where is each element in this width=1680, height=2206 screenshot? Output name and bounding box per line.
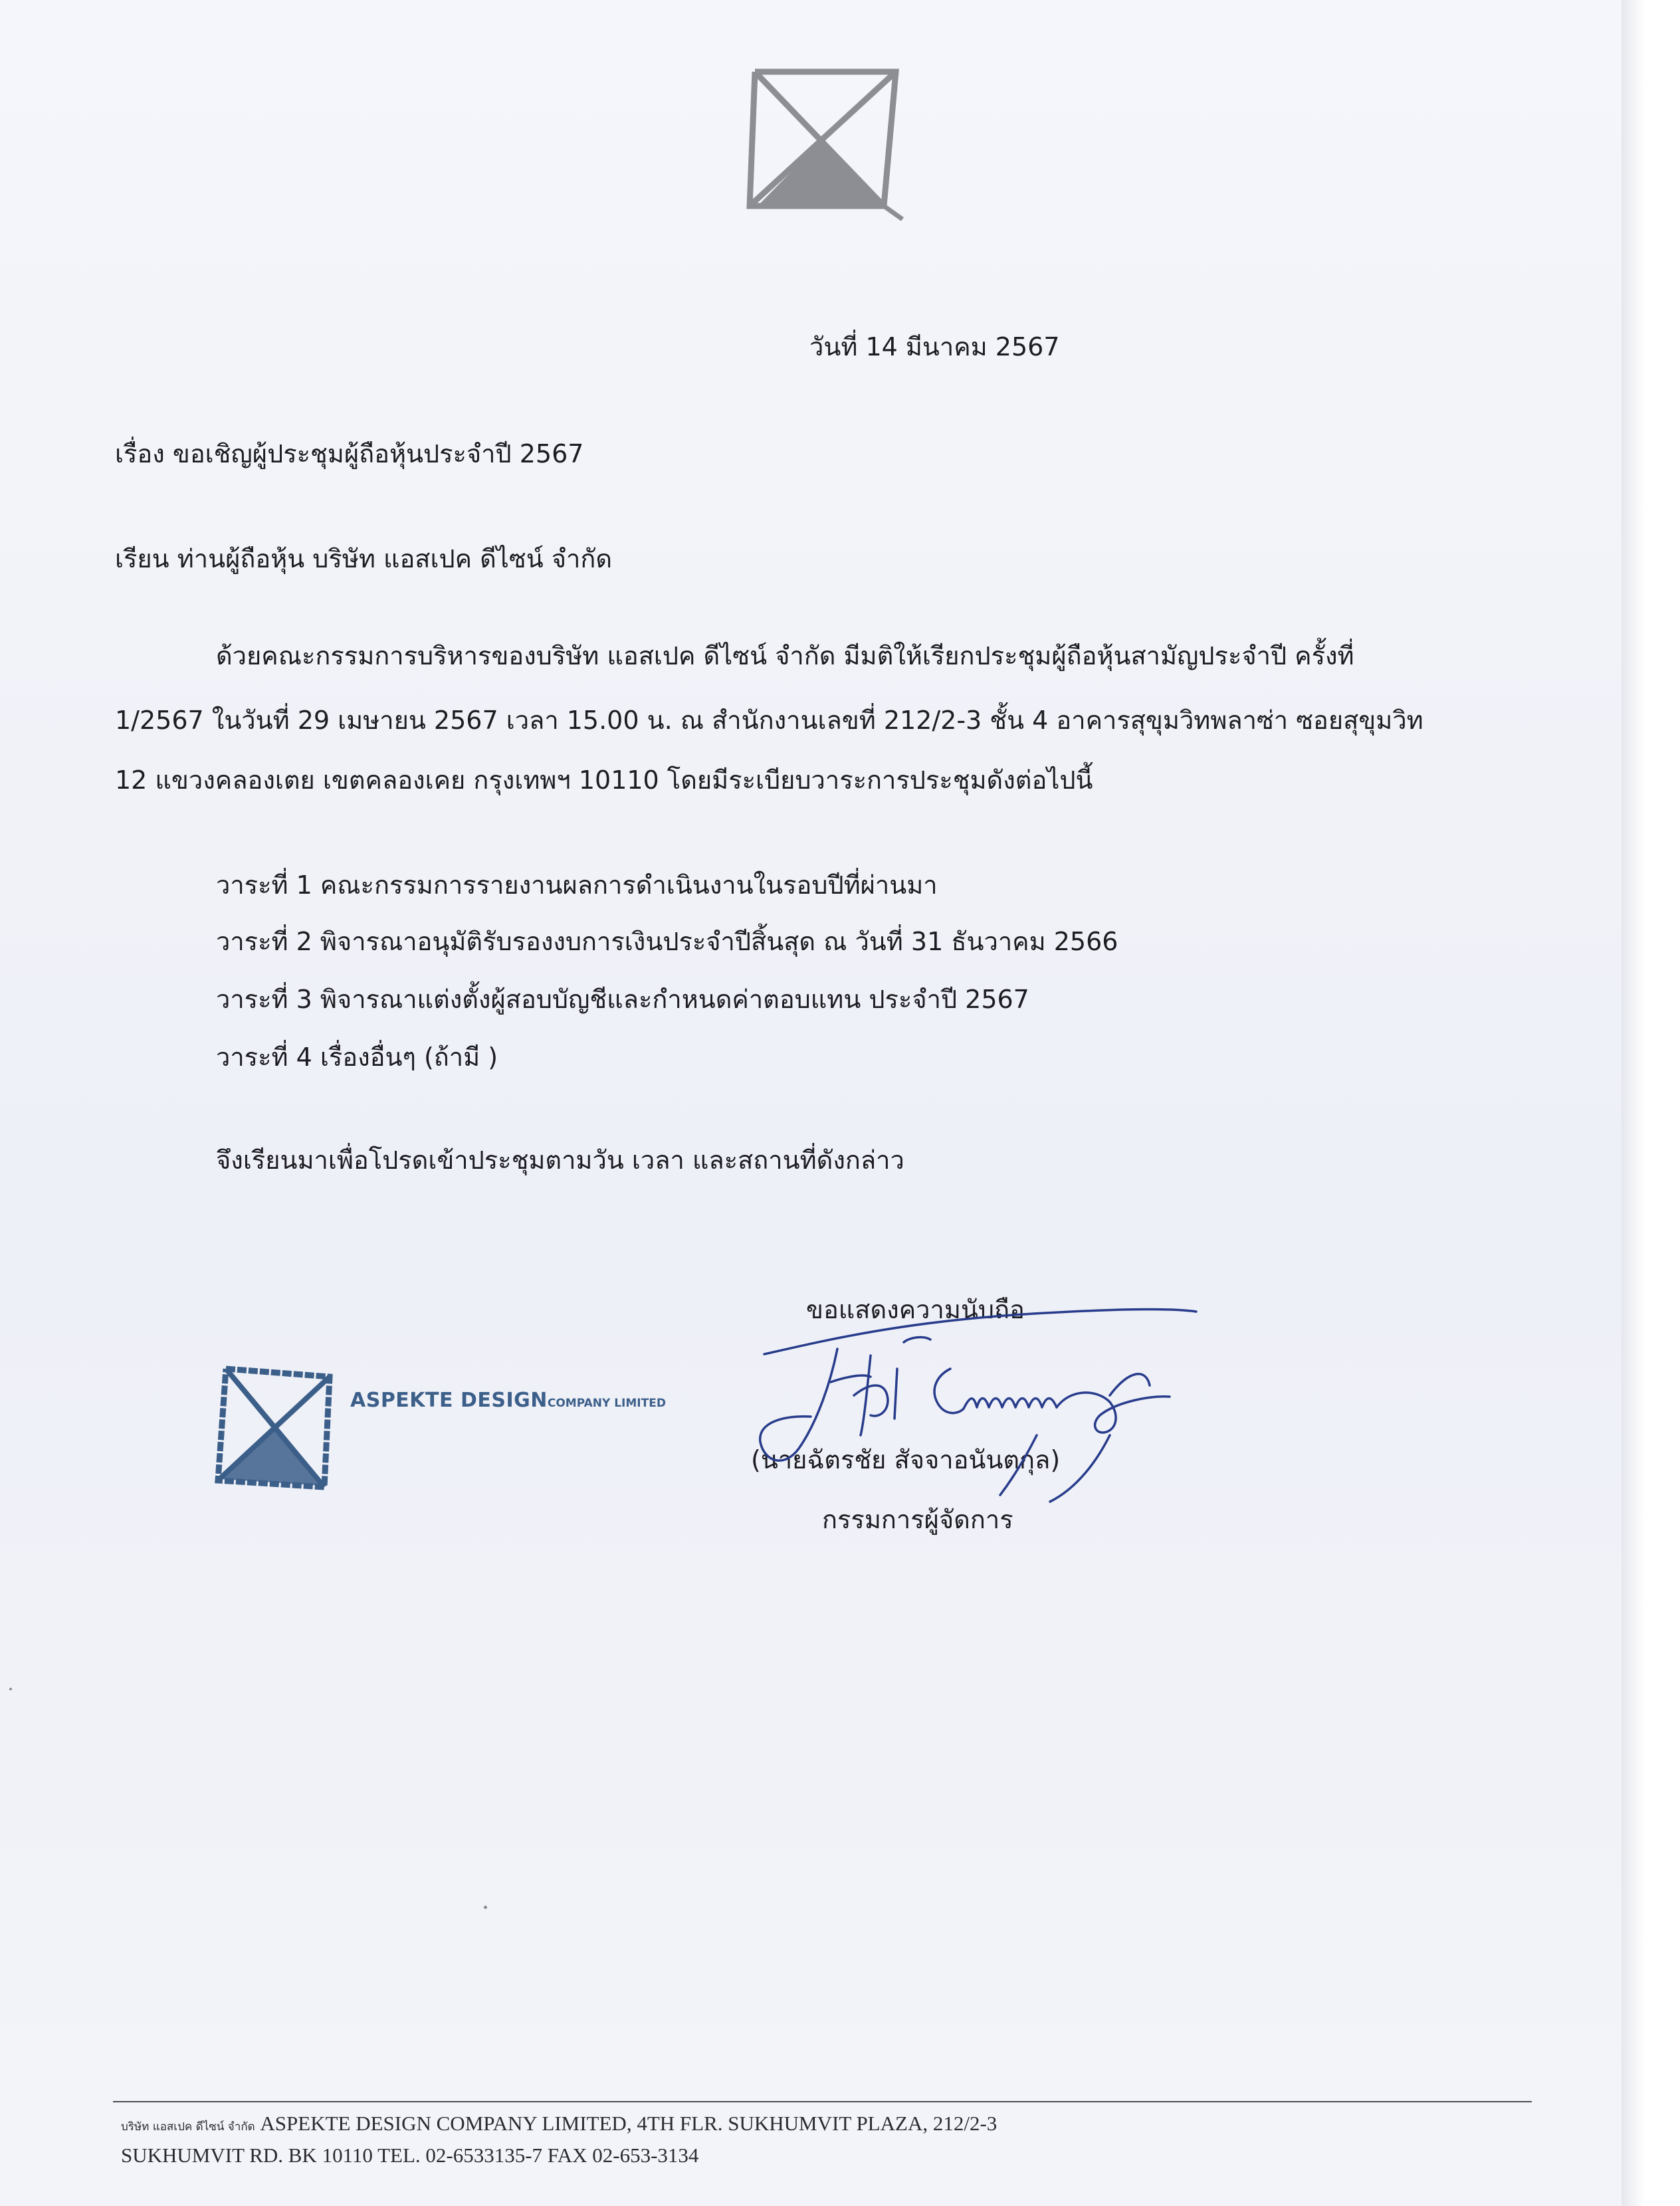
stamp-company-name	[350, 1389, 666, 1412]
handwritten-signature	[738, 1302, 1216, 1528]
footer-company-address: ASPEKTE DESIGN COMPANY LIMITED, 4TH FLR. SUKHUMVIT PLAZA, 212/2-3	[260, 2112, 998, 2135]
scan-edge	[1622, 0, 1680, 2206]
letter-salutation: เรียน ท่านผู้ถือหุ้น บริษัท แอสเปค ดีไซน์ จำกัด	[115, 544, 613, 573]
footer-thai-name: บริษัท แอสเปค ดีไซน์ จำกัด	[121, 2120, 255, 2134]
letter-subject: เรื่อง ขอเชิญผู้ประชุมผู้ถือหุ้นประจำปี 2567	[115, 439, 584, 468]
agenda-item: วาระที่ 3 พิจารณาแต่งตั้งผู้สอบบัญชีและกำหนดค่าตอบแทน ประจำปี 2567	[216, 985, 1029, 1014]
scan-speck	[9, 1688, 12, 1690]
paragraph-line: ด้วยคณะกรรมการบริหารของบริษัท แอสเปค ดีไซน์ จำกัด มีมติให้เรียกประชุมผู้ถือหุ้นสามัญประจำปี ครั้งที่	[216, 641, 1354, 670]
signer-name: (นายฉัตรชัย สัจจาอนันตกุล)	[751, 1445, 1061, 1474]
footer-divider	[113, 2101, 1532, 2102]
company-logo-icon	[743, 66, 905, 221]
company-stamp-icon	[211, 1362, 338, 1495]
agenda-item: วาระที่ 2 พิจารณาอนุมัติรับรองงบการเงินประจำปีสิ้นสุด ณ วันที่ 31 ธันวาคม 2566	[216, 927, 1118, 956]
stamp-name: ASPEKTE DESIGN	[350, 1389, 548, 1412]
footer-address-line	[121, 2112, 997, 2136]
agenda-item: วาระที่ 1 คณะกรรมการรายงานผลการดำเนินงานในรอบปีที่ผ่านมา	[216, 870, 938, 900]
footer-contact-line: SUKHUMVIT RD. BK 10110 TEL. 02-6533135-7 FAX 02-653-3134	[121, 2144, 699, 2167]
signer-title: กรรมการผู้จัดการ	[822, 1505, 1013, 1534]
paragraph-line: 12 แขวงคลองเตย เขตคลองเคย กรุงเทพฯ 10110 โดยมีระเบียบวาระการประชุมดังต่อไปนี้	[115, 765, 1093, 795]
scan-speck	[484, 1906, 487, 1909]
letter-date: วันที่ 14 มีนาคม 2567	[809, 332, 1060, 361]
agenda-item: วาระที่ 4 เรื่องอื่นๆ (ถ้ามี )	[216, 1043, 498, 1072]
paragraph-line: 1/2567 ในวันที่ 29 เมษายน 2567 เวลา 15.00 น. ณ สำนักงานเลขที่ 212/2-3 ชั้น 4 อาคารสุขุมวิทพลาซ่า ซอยสุขุมวิท	[115, 706, 1423, 735]
regards-line: ขอแสดงความนับถือ	[806, 1295, 1025, 1324]
stamp-suffix: COMPANY LIMITED	[547, 1397, 666, 1410]
closing-line: จึงเรียนมาเพื่อโปรดเข้าประชุมตามวัน เวลา และสถานที่ดังกล่าว	[216, 1146, 904, 1175]
